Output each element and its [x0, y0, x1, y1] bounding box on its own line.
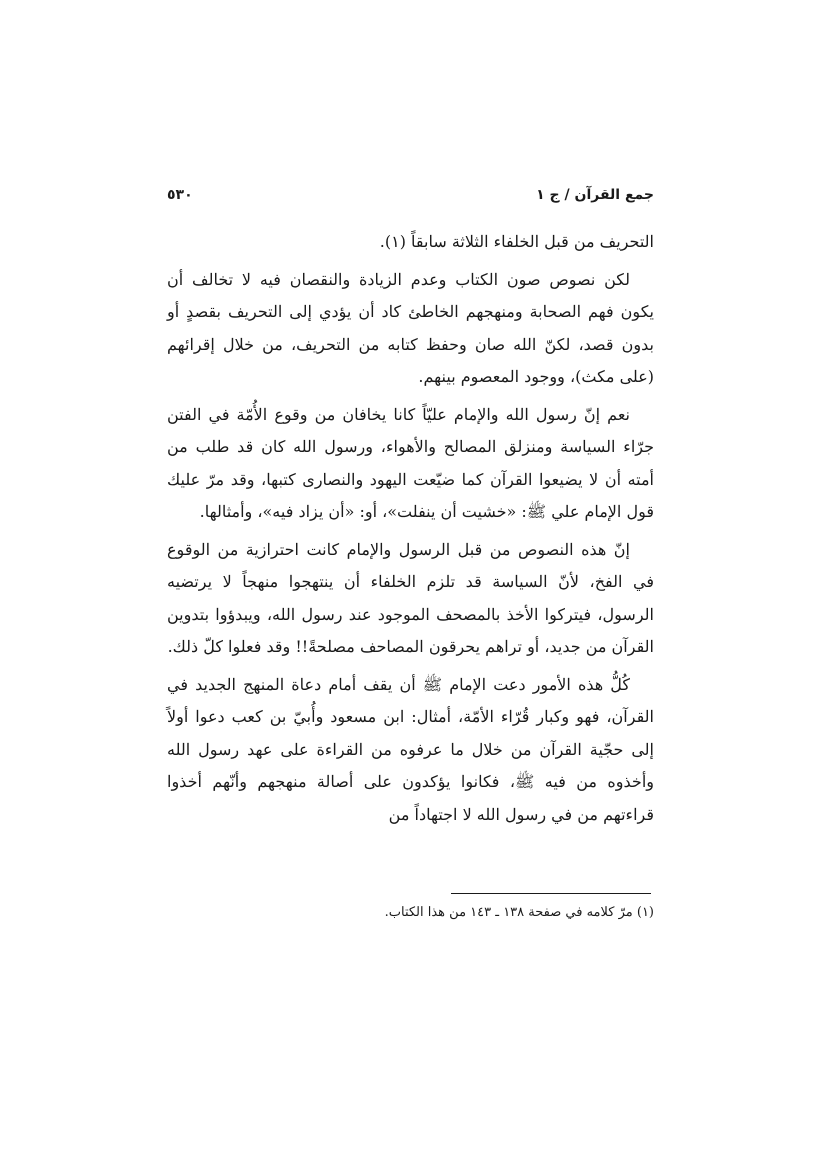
footnote-divider	[451, 893, 651, 894]
footnote: (١) مرّ كلامه في صفحة ١٣٨ ـ ١٤٣ من هذا الكتاب.	[384, 905, 654, 920]
paragraph: التحريف من قبل الخلفاء الثلاثة سابقاً (١).	[379, 232, 654, 251]
paragraph: لكن نصوص صون الكتاب وعدم الزيادة والنقصان فيه لا تخالف أن يكون فهم الصحابة ومنهجهم الخاطئ كاد أن يؤدي إلى التحريف بقصدٍ أو بدون قصد، لكنّ الله صان وحفظ كتابه من التحريف، من خلال إقرائهم (على مكث)، ووجود المعصوم بينهم.	[167, 269, 654, 386]
body-text	[167, 226, 654, 836]
running-title: جمع القرآن / ج ١	[536, 187, 654, 203]
paragraph: نعم إنّ رسول الله والإمام عليّاً كانا يخافان من وقوع الأُمّة في الفتن جرّاء السياسة ومنزلق المصالح والأهواء، ورسول الله كان قد طلب من أمته أن لا يضيعوا القرآن كما ضيّعت اليهود والنصارى كتبها، وقد مرّ عليك قول الإمام علي ﷺ: «خشيت أن ينفلت»، أو: «أن يزاد فيه»، وأمثالها.	[167, 404, 654, 521]
page-header	[167, 182, 654, 208]
paragraph: كُلُّ هذه الأمور دعت الإمام ﷺ أن يقف أمام دعاة المنهج الجديد في القرآن، فهو وكبار قُرّاء الأمّة، أمثال: ابن مسعود وأُبيّ بن كعب دعوا أولاً إلى حجّية القرآن من خلال ما عرفوه من القراءة على عهد رسول الله وأخذوه من فيه ﷺ، فكانوا يؤكدون على أصالة منهجهم وأنّهم أخذوا قراءتهم من في رسول الله لا اجتهاداً من	[167, 674, 654, 824]
paragraph: إنّ هذه النصوص من قبل الرسول والإمام كانت احترازية من الوقوع في الفخ، لأنّ السياسة قد تلزم الخلفاء أن ينتهجوا منهجاً لا يرتضيه الرسول، فيتركوا الأخذ بالمصحف الموجود عند رسول الله، ويبدؤوا بتدوين القرآن من جديد، أو تراهم يحرقون المصاحف مصلحةً!! وقد فعلوا كلّ ذلك.	[167, 539, 655, 656]
page-number: ٥٣٠	[167, 187, 193, 203]
